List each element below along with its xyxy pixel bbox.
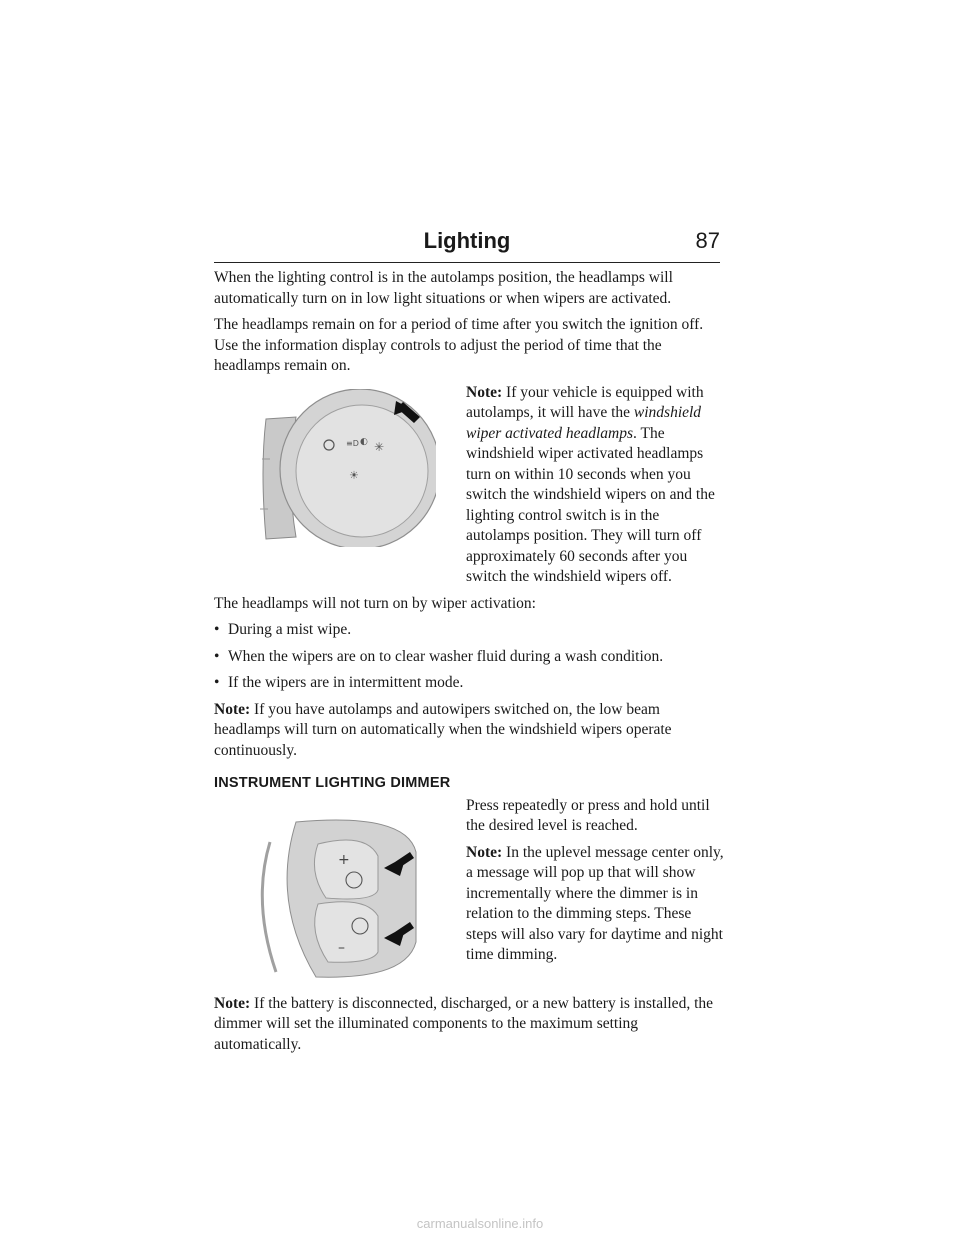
svg-text:–: – <box>338 939 345 956</box>
note-text: If you have autolamps and autowipers switched on, the low beam headlamps will turn on automatically when the windshield wipers operate continuously. <box>214 700 672 759</box>
dimmer-switch-illustration <box>256 812 446 980</box>
note-italic-term: windshield wiper activated headlamps <box>466 404 702 442</box>
autolamps-paragraph: When the lighting control is in the autolamps position, the headlamps will automatically turn on in low light situations or when wipers are activated. <box>214 269 673 307</box>
note-label: Note: <box>214 700 251 718</box>
watermark: carmanualsonline.info <box>416 1216 544 1231</box>
note-text-continued: . The windshield wiper activated headlamps turn on within 10 seconds when you switch the windshield wipers on and the lighting control switch is in the autolamps position. They will turn off approximately 60 seconds after you switch the windshield wipers off. <box>466 424 715 585</box>
note-label: Note: <box>214 994 251 1012</box>
page-title: Lighting <box>423 228 511 253</box>
list-item: • During a mist wipe. <box>214 620 724 641</box>
dimmer-block <box>214 796 724 994</box>
svg-text:≡D: ≡D <box>346 438 359 448</box>
svg-text:✳: ✳ <box>374 439 385 454</box>
page-header <box>214 228 720 263</box>
headlamps-delay-paragraph: The headlamps remain on for a period of time after you switch the ignition off. Use the information display controls to adjust the period of time that the headlamps remain on. <box>214 316 704 374</box>
svg-text:+: + <box>338 851 350 868</box>
note-label: Note: <box>466 383 503 401</box>
page-number: 87 <box>695 228 720 253</box>
no-activation-intro: The headlamps will not turn on by wiper activation: <box>214 594 536 612</box>
dimmer-instruction: Press repeatedly or press and hold until the desired level is reached. <box>466 796 710 834</box>
lighting-control-knob-illustration <box>256 389 436 547</box>
svg-text:☀: ☀ <box>349 468 359 482</box>
bullet-list <box>214 620 724 694</box>
note-text: If the battery is disconnected, discharged, or a new battery is installed, the dimmer will set the illuminated components to the maximum setting automatically. <box>214 994 713 1053</box>
note-text: If your vehicle is equipped with autolamps, it will have the <box>466 383 704 421</box>
page-content <box>214 268 724 1061</box>
wiper-headlamps-block <box>214 383 724 588</box>
note-label: Note: <box>466 843 503 861</box>
list-item: • If the wipers are in intermittent mode. <box>214 673 724 694</box>
note-text: In the uplevel message center only, a message will pop up that will show incrementally where the dimmer is in relation to the dimming steps. These steps will also vary for daytime and night time dimming. <box>466 843 724 963</box>
section-heading: INSTRUMENT LIGHTING DIMMER <box>214 775 451 791</box>
list-item: • When the wipers are on to clear washer fluid during a wash condition. <box>214 647 724 668</box>
svg-text:◐: ◐ <box>360 436 368 447</box>
